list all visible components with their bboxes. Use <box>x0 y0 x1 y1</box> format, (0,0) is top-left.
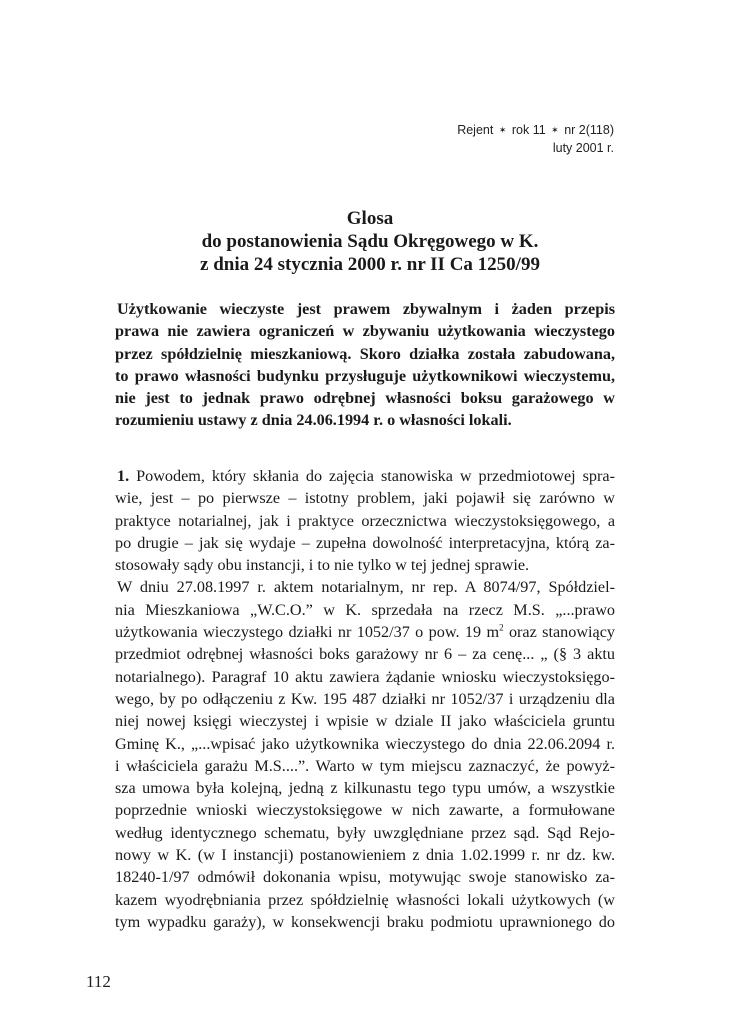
body-line-text: Powodem, który skłania do zajęcia stanowiska w przedmiotowej spra- <box>136 467 615 485</box>
body-line: według identycznego schematu, były uwzględniane przez sąd. Sąd Rejo- <box>115 823 615 842</box>
star-separator-icon: ✶ <box>498 125 507 135</box>
page-number: 112 <box>86 972 111 991</box>
thesis-line: nie jest to jednak prawo odrębnej własności boksu garażowego w <box>115 389 615 408</box>
body-line: poprzednie wnioski wieczystoksięgowe w nich zawarte, a formułowane <box>115 801 615 820</box>
body-line <box>115 465 615 487</box>
title-line-2: do postanowienia Sądu Okręgowego w K. <box>201 231 539 252</box>
journal-name: Rejent <box>457 123 494 137</box>
body-line: 18240-1/97 odmówił dokonania wpisu, motywując swoje stanowisko za- <box>115 868 615 887</box>
thesis-line: to prawo własności budynku przysługuje użytkownikowi wieczystemu, <box>115 366 615 385</box>
body-line: sza umowa była kolejną, jedną z kilkunastu tego typu umów, a wszystkie <box>115 779 615 798</box>
thesis-paragraph <box>115 298 615 432</box>
title-line-1: Glosa <box>346 208 394 229</box>
body-line: tym wypadku garaży), w konsekwencji braku podmiotu uprawnionego do <box>115 912 615 931</box>
body-line: notarialnego). Paragraf 10 aktu zawiera żądanie wniosku wieczystoksięgo- <box>115 667 615 686</box>
body-line: nowy w K. (w I instancji) postanowieniem z dnia 1.02.1999 r. nr dz. kw. <box>115 846 615 865</box>
body-line: W dniu 27.08.1997 r. aktem notarialnym, nr rep. A 8074/97, Spółdziel- <box>117 578 615 597</box>
body-line: przedmiot odrębnej własności boks garażowy nr 6 – za cenę... „ (§ 3 aktu <box>115 645 615 664</box>
thesis-line: przez spółdzielnię mieszkaniową. Skoro działka została zabudowana, <box>115 344 615 363</box>
star-separator-icon: ✶ <box>551 125 559 135</box>
body-line: Gminę K., „...wpisać jako użytkownika wieczystego do dnia 22.06.2094 r. <box>115 734 615 753</box>
body-line: wie, jest – po pierwsze – istotny problem, jaki pojawił się zarówno w <box>115 489 615 508</box>
body-line: stosowały sądy obu instancji, i to nie tylko w tej jednej sprawie. <box>115 556 530 575</box>
section-number: 1. <box>117 467 130 485</box>
thesis-line: Użytkowanie wieczyste jest prawem zbywalnym i żaden przepis <box>117 300 615 318</box>
body-line: wego, by po odłączeniu z Kw. 195 487 działki nr 1052/37 i urządzeniu dla <box>115 689 615 708</box>
body-text <box>115 465 615 933</box>
journal-header <box>457 122 614 157</box>
journal-date: luty 2001 r. <box>552 141 614 155</box>
body-line: nia Mieszkaniowa „W.C.O.” w K. sprzedała na rzecz M.S. „...prawo <box>115 600 615 619</box>
body-line-text: oraz stanowiący <box>508 623 615 642</box>
superscript: 2 <box>499 622 504 633</box>
thesis-line: rozumieniu ustawy z dnia 24.06.1994 r. o własności lokali. <box>115 411 512 430</box>
body-line: niej nowej księgi wieczystej i wpisie w dziale II jako właściciela gruntu <box>115 712 615 731</box>
document-title <box>115 207 625 276</box>
journal-issue-line <box>457 122 614 140</box>
body-line <box>115 621 615 643</box>
journal-year: rok 11 <box>511 123 546 137</box>
title-line-3: z dnia 24 stycznia 2000 r. nr II Ca 1250/99 <box>200 254 540 275</box>
body-line: praktyce notarialnej, jak i praktyce orzecznictwa wieczystoksięgowego, a <box>115 511 615 530</box>
body-line: i właściciela garażu M.S....”. Warto w tym miejscu zaznaczyć, że powyż- <box>115 756 615 775</box>
journal-issue: nr 2(118) <box>564 123 614 137</box>
thesis-line: prawa nie zawiera ograniczeń w zbywaniu użytkowania wieczystego <box>115 322 615 341</box>
body-line-text: użytkowania wieczystego działki nr 1052/37 o pow. 19 m <box>115 623 500 642</box>
body-line: kazem wyodrębniania przez spółdzielnię własności lokali użytkowych (w <box>115 890 615 909</box>
body-line: po drugie – jak się wydaje – zupełna dowolność interpretacyjna, którą za- <box>115 533 615 552</box>
